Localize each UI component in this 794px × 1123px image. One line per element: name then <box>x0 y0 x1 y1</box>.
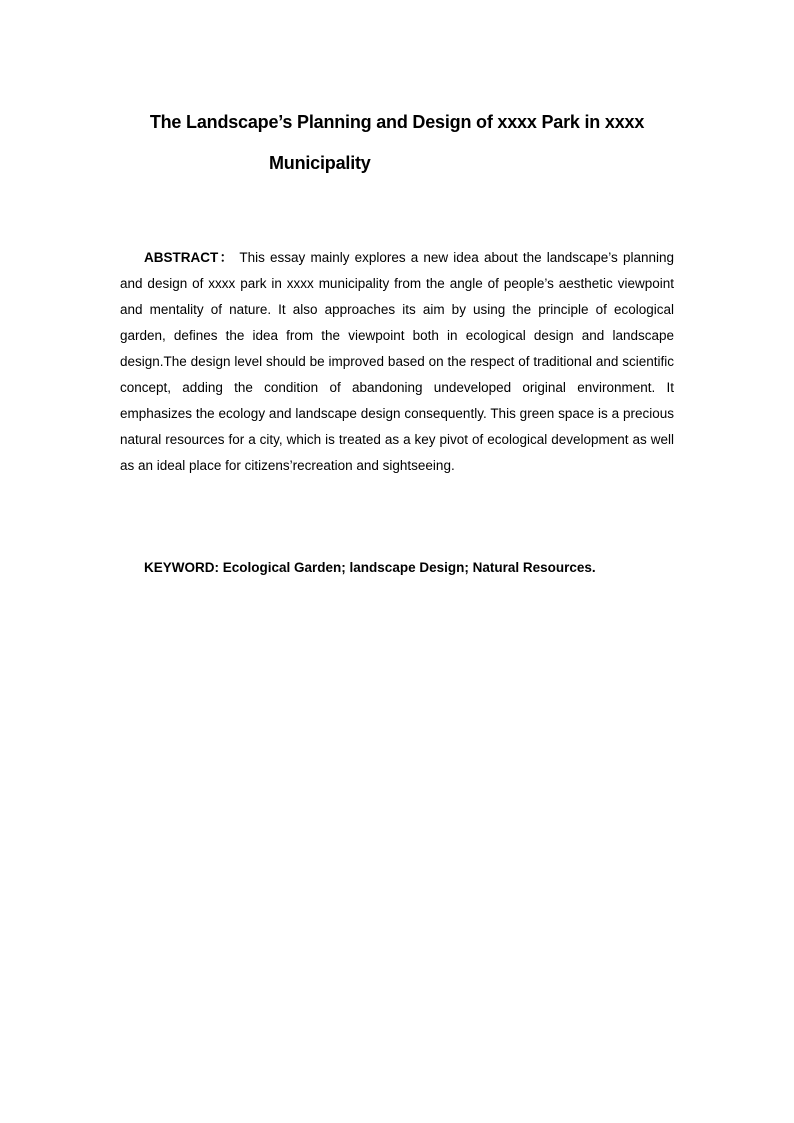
keyword-list: Ecological Garden; landscape Design; Natural Resources. <box>222 560 596 575</box>
keywords-paragraph <box>144 555 674 581</box>
page-title <box>120 102 674 184</box>
title-line-1: The Landscape’s Planning and Design of xxxx Park in xxxx <box>149 112 645 132</box>
abstract-label: ABSTRACT： <box>144 250 235 265</box>
abstract-text: This essay mainly explores a new idea about the landscape’s planning and design of xxxx park in xxxx municipality from the angle of people’s aesthetic viewpoint and mentality of nature. It also approaches its aim by using the principle of ecological garden, defines the idea from the viewpoint both in ecological design and landscape design.The design level should be improved based on the respect of traditional and scientific concept, adding the condition of abandoning undeveloped original environment. It emphasizes the ecology and landscape design consequently. This green space is a precious natural resources for a city, which is treated as a key pivot of ecological development as well as an ideal place for citizens’recreation and sightseeing. <box>120 250 674 473</box>
abstract-paragraph <box>120 245 674 479</box>
title-line-2: Municipality <box>269 153 371 173</box>
keyword-label: KEYWORD: <box>144 560 219 575</box>
